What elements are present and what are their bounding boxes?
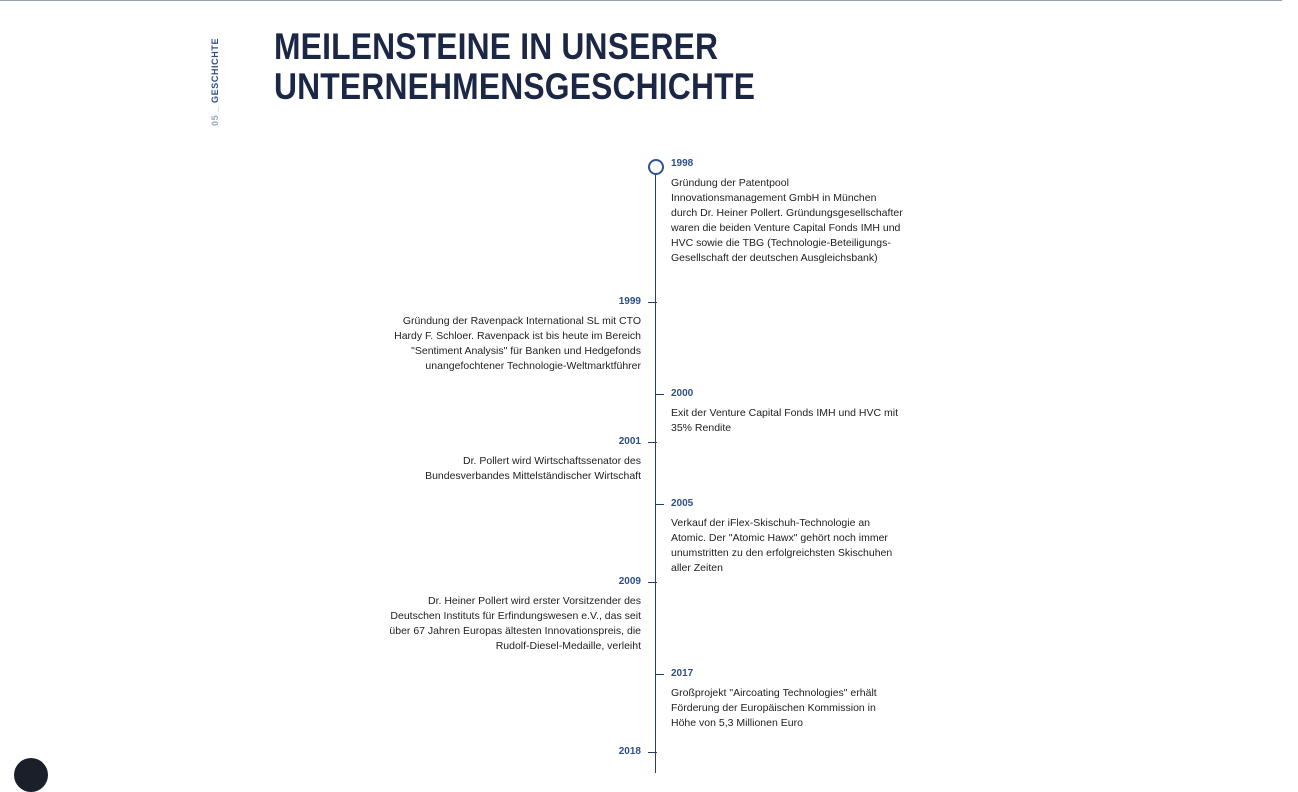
timeline-year — [381, 436, 641, 448]
page-title-line-1: MEILENSTEINE IN UNSERER — [274, 26, 719, 67]
timeline-text: Dr. Heiner Pollert wird erster Vorsitzender des Deutschen Instituts für Erfindungswesen e.V., das seit über 67 Jahren Europas ältesten Innovationspreis, die Rudolf-Diesel-Medaille, verleiht — [389, 595, 641, 652]
section-label: GESCHICHTE — [210, 37, 220, 103]
section-tag — [210, 34, 224, 128]
timeline-text: Verkauf der iFlex-Skischuh-Technologie an Atomic. Der "Atomic Hawx" gehört noch immer unumstritten zu den erfolgreichsten Skischuhen aller Zeiten — [671, 517, 893, 574]
timeline-entry-2018 — [381, 746, 641, 758]
timeline-entry-1999 — [381, 296, 641, 374]
section-tag-text — [210, 38, 220, 126]
page-title-line-2: UNTERNEHMENSGESCHICHTE — [274, 66, 756, 107]
timeline-year-label: 2018 — [618, 746, 641, 757]
timeline-year-label: 2000 — [671, 388, 694, 399]
timeline-tick — [648, 582, 657, 583]
timeline-year — [671, 668, 903, 680]
timeline-year — [381, 746, 641, 758]
timeline-text: Exit der Venture Capital Fonds IMH und HVC mit 35% Rendite — [671, 407, 899, 434]
timeline-tick — [655, 394, 664, 395]
timeline-text: Dr. Pollert wird Wirtschaftssenator des Bundesverbandes Mittelständischer Wirtschaft — [425, 455, 641, 482]
timeline-entry-2009 — [381, 576, 641, 654]
top-divider — [0, 0, 1282, 1]
timeline-year: 1998 — [671, 158, 694, 169]
timeline-text: Gründung der Patentpool Innovationsmanagement GmbH in München durch Dr. Heiner Pollert. Gründungsgesellschafter waren die beiden Venture Capital Fonds IMH und HVC sowie die TBG (Technologie-Beteiligungs-Gesellschaft der deutschen Ausgleichsbank) — [671, 177, 903, 264]
timeline-tick — [648, 442, 657, 443]
timeline-year-label: 2009 — [618, 576, 641, 587]
timeline-year-label: 1999 — [618, 296, 641, 307]
timeline-year-label: 2005 — [671, 498, 694, 509]
timeline-tick — [648, 302, 657, 303]
timeline-year — [671, 498, 903, 510]
timeline-axis — [655, 173, 656, 773]
chat-launcher-button[interactable] — [14, 758, 48, 792]
timeline-tick — [655, 674, 664, 675]
timeline-entry-2005 — [671, 498, 903, 576]
timeline-year — [671, 388, 903, 400]
timeline-text: Gründung der Ravenpack International SL mit CTO Hardy F. Schloer. Ravenpack ist bis heute im Bereich "Sentiment Analysis" für Banken und Hedgefonds unangefochtener Technologie-Weltmarktführer — [394, 315, 641, 372]
timeline-entry-2000 — [671, 388, 903, 436]
section-number: 05 — [210, 114, 220, 126]
timeline-start-circle-icon — [648, 159, 664, 175]
timeline-year — [381, 576, 641, 588]
timeline-year-label: 2017 — [671, 668, 694, 679]
timeline-entry-2001 — [381, 436, 641, 484]
timeline-text: Großprojekt "Aircoating Technologies" erhält Förderung der Europäischen Kommission in Höhe von 5,3 Millionen Euro — [671, 687, 877, 729]
timeline-year — [381, 296, 641, 308]
section-separator: _ — [210, 106, 220, 112]
timeline-year-label: 2001 — [618, 436, 641, 447]
page-title — [274, 27, 755, 107]
timeline-entry-2017 — [671, 668, 903, 731]
timeline-tick — [655, 504, 664, 505]
timeline-tick — [648, 752, 657, 753]
timeline-entry-1998 — [671, 158, 903, 266]
